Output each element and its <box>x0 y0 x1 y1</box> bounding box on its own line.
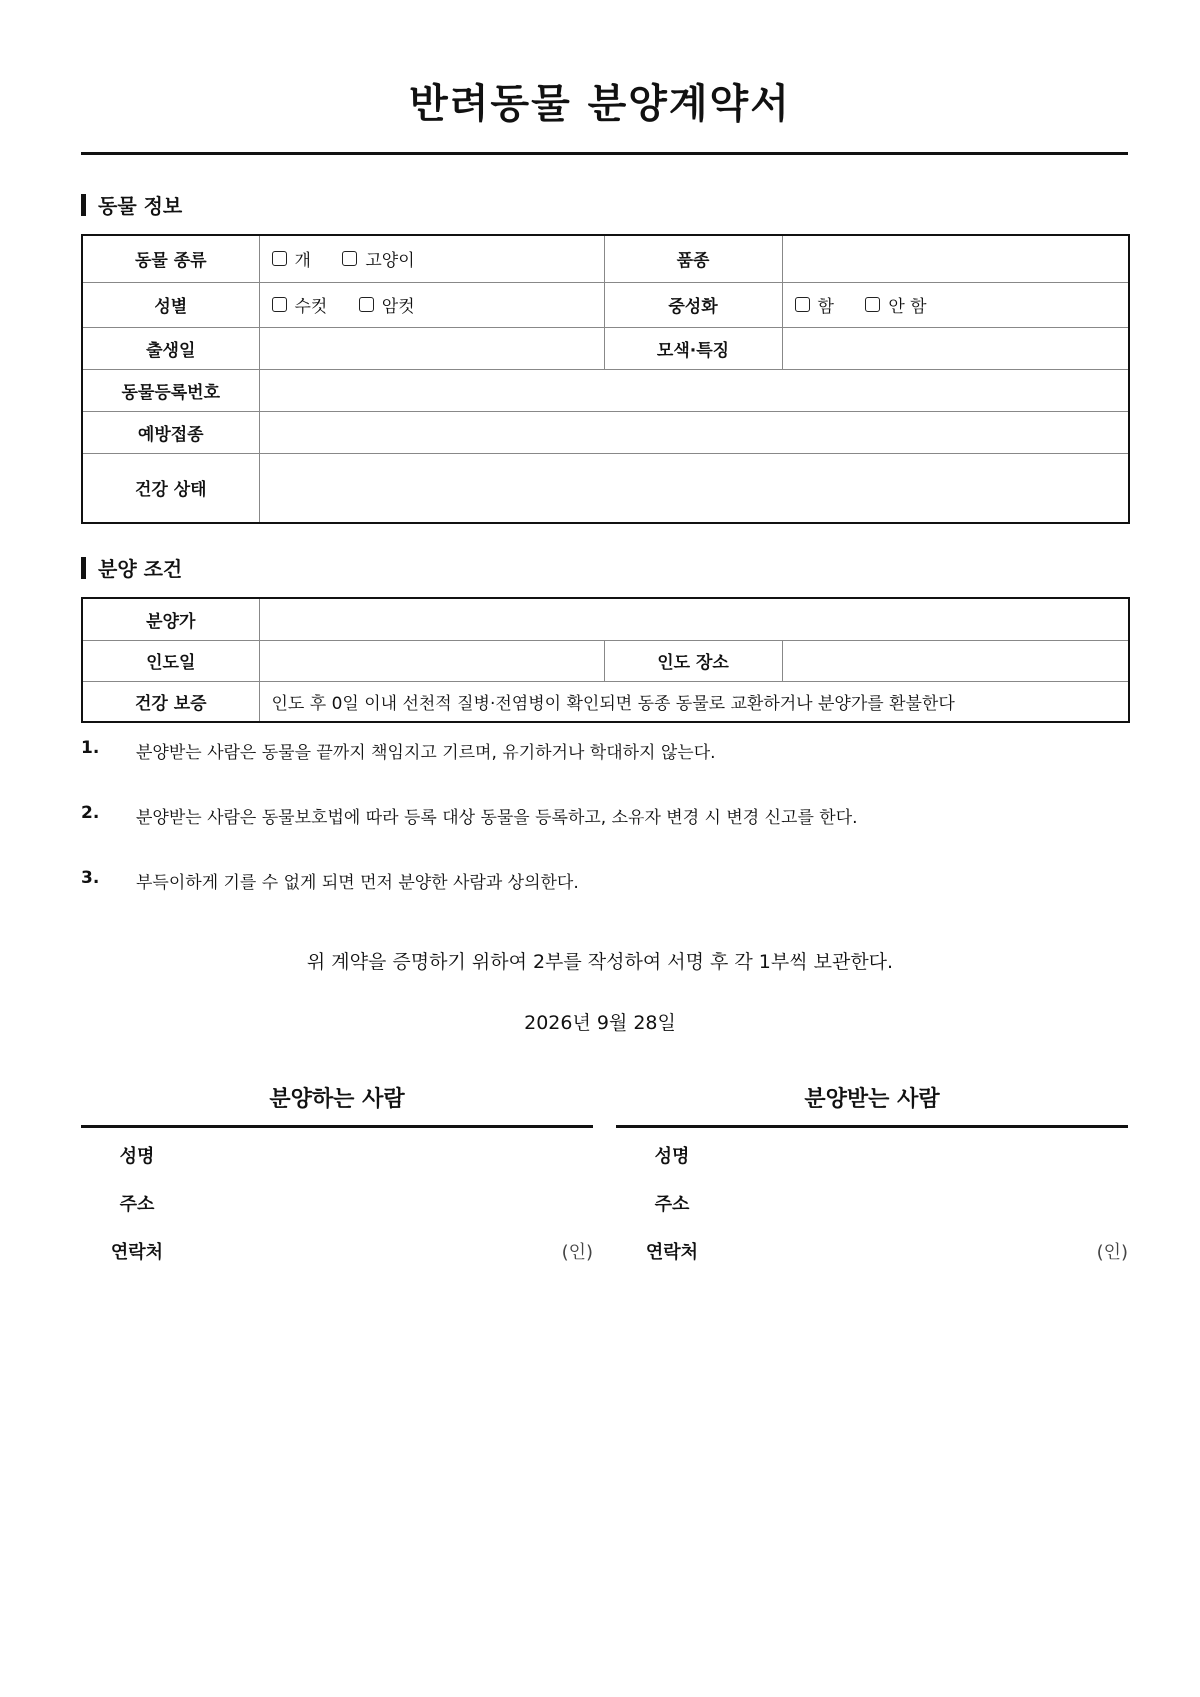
title-divider <box>81 152 1128 155</box>
buyer-block <box>616 1085 1128 1272</box>
checkbox-icon <box>272 297 287 312</box>
warranty-text: 인도 후 0일 이내 선천적 질병·전염병이 확인되면 동종 동물로 교환하거나 분양가를 환불한다 <box>259 681 1129 722</box>
vaccination-field[interactable] <box>259 411 1129 453</box>
name-label: 성명 <box>654 1146 690 1167</box>
birth-label: 출생일 <box>82 327 259 369</box>
buyer-address-row[interactable] <box>616 1176 1128 1224</box>
seller-heading: 분양하는 사람 <box>269 1087 405 1112</box>
table-row <box>82 598 1129 640</box>
sex-male-checkbox[interactable] <box>272 292 328 317</box>
closing-statement: 위 계약을 증명하기 위하여 2부를 작성하여 서명 후 각 1부씩 보관한다. <box>306 951 894 973</box>
species-options <box>259 235 604 282</box>
animal-info-heading-text: 동물 정보 <box>98 194 183 218</box>
address-label: 주소 <box>654 1194 690 1215</box>
sex-options <box>259 282 604 327</box>
clause-text: 분양받는 사람은 동물을 끝까지 책임지고 기르며, 유기하거나 학대하지 않는다. <box>136 743 716 763</box>
list-item <box>81 803 858 828</box>
delivery-date-label: 인도일 <box>82 640 259 681</box>
heading-bar-icon <box>81 557 86 579</box>
checkbox-label: 개 <box>294 251 311 272</box>
delivery-date-field[interactable] <box>259 640 604 681</box>
health-label: 건강 상태 <box>82 453 259 523</box>
contact-label: 연락처 <box>110 1242 164 1263</box>
coat-label: 모색·특징 <box>604 327 782 369</box>
seller-contact-row[interactable] <box>81 1224 593 1272</box>
neuter-no-checkbox[interactable] <box>865 292 926 317</box>
buyer-name-row[interactable] <box>616 1128 1128 1176</box>
seller-name-row[interactable] <box>81 1128 593 1176</box>
breed-field[interactable] <box>782 235 1129 282</box>
list-item <box>81 868 579 893</box>
table-row <box>82 235 1129 282</box>
table-row <box>82 411 1129 453</box>
buyer-contact-row[interactable] <box>616 1224 1128 1272</box>
table-row <box>82 640 1129 681</box>
terms-heading-text: 분양 조건 <box>98 557 183 581</box>
table-row <box>82 282 1129 327</box>
checkbox-label: 수컷 <box>294 297 328 317</box>
vaccination-label: 예방접종 <box>82 411 259 453</box>
seller-block <box>81 1085 593 1272</box>
checkbox-icon <box>795 297 810 312</box>
checkbox-label: 안 함 <box>888 297 927 317</box>
checkbox-label: 고양이 <box>365 251 415 272</box>
buyer-heading: 분양받는 사람 <box>804 1087 940 1112</box>
table-row <box>82 327 1129 369</box>
species-dog-checkbox[interactable] <box>272 246 311 271</box>
contract-date: 2026년 9월 28일 <box>524 1012 676 1034</box>
warranty-label: 건강 보증 <box>82 681 259 722</box>
checkbox-label: 함 <box>817 297 834 317</box>
table-row <box>82 453 1129 523</box>
clause-number: 3. <box>81 868 100 888</box>
delivery-place-field[interactable] <box>782 640 1129 681</box>
checkbox-icon <box>342 251 357 266</box>
heading-bar-icon <box>81 194 86 216</box>
checkbox-label: 암컷 <box>381 297 415 317</box>
table-row <box>82 681 1129 722</box>
registration-field[interactable] <box>259 369 1129 411</box>
clause-number: 1. <box>81 738 100 758</box>
breed-label: 품종 <box>604 235 782 282</box>
address-label: 주소 <box>119 1194 155 1215</box>
list-item <box>81 738 716 763</box>
name-label: 성명 <box>119 1146 155 1167</box>
seal-mark: (인) <box>1096 1242 1128 1263</box>
sex-label: 성별 <box>82 282 259 327</box>
checkbox-icon <box>272 251 287 266</box>
contact-label: 연락처 <box>645 1242 699 1263</box>
price-label: 분양가 <box>82 598 259 640</box>
checkbox-icon <box>865 297 880 312</box>
clause-text: 부득이하게 기를 수 없게 되면 먼저 분양한 사람과 상의한다. <box>136 873 579 893</box>
clause-number: 2. <box>81 803 100 823</box>
neuter-label: 중성화 <box>604 282 782 327</box>
delivery-place-label: 인도 장소 <box>604 640 782 681</box>
checkbox-icon <box>359 297 374 312</box>
sex-female-checkbox[interactable] <box>359 292 415 317</box>
registration-label: 동물등록번호 <box>82 369 259 411</box>
table-row <box>82 369 1129 411</box>
clause-text: 분양받는 사람은 동물보호법에 따라 등록 대상 동물을 등록하고, 소유자 변경 시 변경 신고를 한다. <box>136 808 858 828</box>
neuter-yes-checkbox[interactable] <box>795 292 834 317</box>
species-cat-checkbox[interactable] <box>342 246 414 271</box>
birth-field[interactable] <box>259 327 604 369</box>
seal-mark: (인) <box>561 1242 593 1263</box>
seller-address-row[interactable] <box>81 1176 593 1224</box>
coat-field[interactable] <box>782 327 1129 369</box>
animal-info-table <box>81 234 1130 524</box>
species-label: 동물 종류 <box>82 235 259 282</box>
terms-heading <box>81 553 182 582</box>
neuter-options <box>782 282 1129 327</box>
price-field[interactable] <box>259 598 1129 640</box>
terms-table <box>81 597 1130 723</box>
page-title: 반려동물 분양계약서 <box>409 81 791 127</box>
animal-info-heading <box>81 190 182 219</box>
health-field[interactable] <box>259 453 1129 523</box>
